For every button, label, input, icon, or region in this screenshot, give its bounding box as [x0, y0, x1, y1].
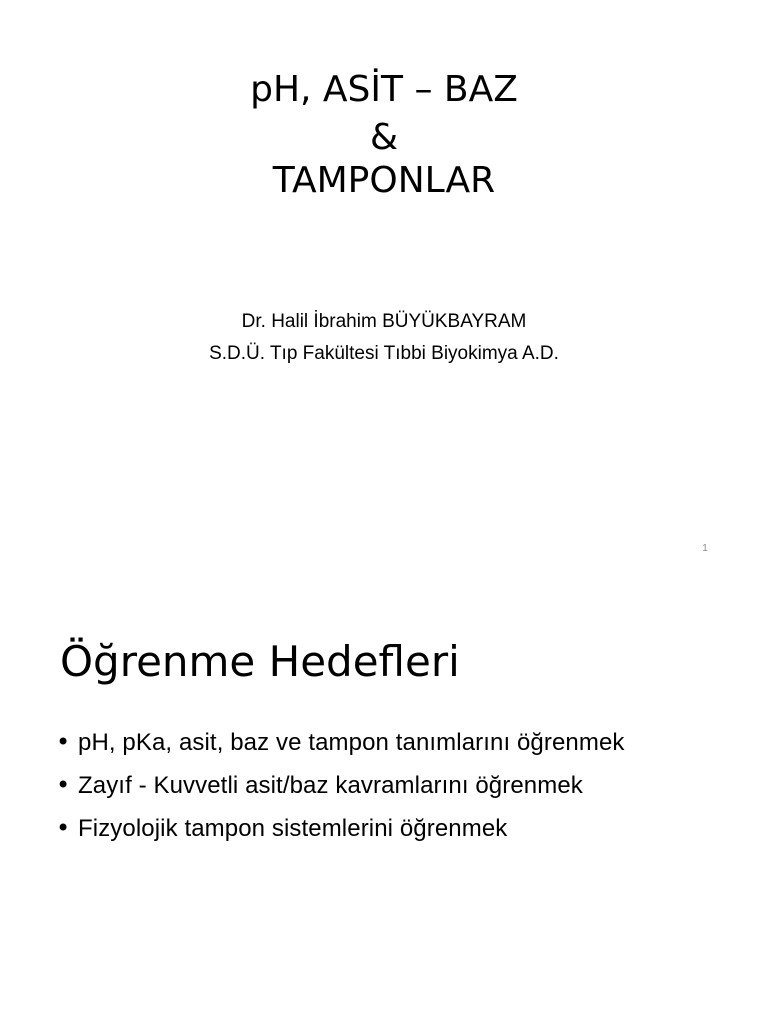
bullet-icon: •	[56, 728, 71, 756]
author-affiliation: S.D.Ü. Tıp Fakültesi Tıbbi Biyokimya A.D.	[209, 343, 559, 364]
title-line-1: pH, ASİT – BAZ	[250, 69, 518, 110]
bullet-icon: •	[56, 814, 71, 842]
page-number: 1	[702, 543, 708, 554]
section-heading: Öğrenme Hedefleri	[60, 637, 460, 686]
objectives-list	[56, 728, 625, 857]
list-item	[56, 728, 625, 771]
author-name: Dr. Halil İbrahim BÜYÜKBAYRAM	[241, 311, 527, 332]
list-item	[56, 814, 625, 857]
objectives-slide	[0, 576, 768, 1024]
title-line-3: TAMPONLAR	[272, 160, 496, 201]
objective-text: Fizyolojik tampon sistemlerini öğrenmek	[78, 815, 508, 842]
list-item	[56, 771, 625, 814]
author-block	[0, 306, 768, 370]
objective-text: Zayıf - Kuvvetli asit/baz kavramlarını öğrenmek	[78, 772, 583, 799]
slide-title	[0, 69, 768, 203]
bullet-icon: •	[56, 771, 71, 799]
objective-text: pH, pKa, asit, baz ve tampon tanımlarını öğrenmek	[78, 729, 625, 756]
title-line-2: &	[369, 117, 399, 158]
